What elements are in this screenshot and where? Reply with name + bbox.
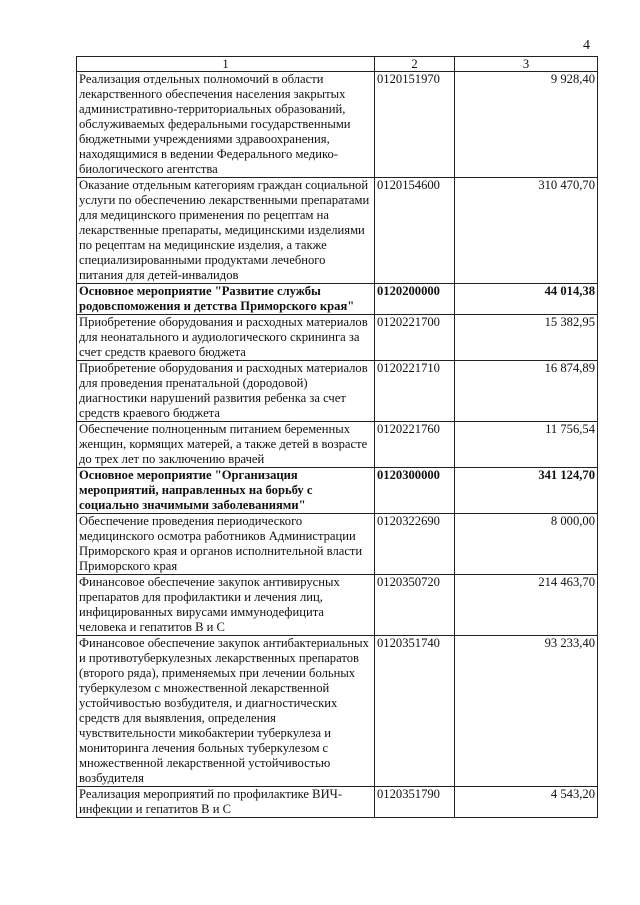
row-code: 0120351740 [375,636,455,787]
table-row-section [77,284,598,315]
row-code: 0120154600 [375,178,455,284]
row-name: Финансовое обеспечение закупок антивирусных препаратов для профилактики и лечения лиц, инфицированных вирусами иммунодефицита человека и гепатитов В и С [77,575,375,636]
table-row [77,787,598,818]
row-name: Реализация мероприятий по профилактике ВИЧ-инфекции и гепатитов В и С [77,787,375,818]
table-row [77,636,598,787]
table-row [77,514,598,575]
budget-table [76,56,598,818]
table-header-row [77,57,598,72]
table-row [77,575,598,636]
row-name: Обеспечение проведения периодического медицинского осмотра работников Администрации Приморского края и органов исполнительной власти Приморского края [77,514,375,575]
table-row-section [77,468,598,514]
row-name: Основное мероприятие "Организация мероприятий, направленных на борьбу с социально значимыми заболеваниями" [77,468,375,514]
column-header-amount: 3 [455,57,598,72]
row-code: 0120351790 [375,787,455,818]
column-header-name: 1 [77,57,375,72]
page-number: 4 [583,38,590,53]
row-amount: 11 756,54 [455,422,598,468]
row-name: Обеспечение полноценным питанием беременных женщин, кормящих матерей, а также детей в возрасте до трех лет по заключению врачей [77,422,375,468]
row-amount: 4 543,20 [455,787,598,818]
table-row [77,315,598,361]
table-row [77,72,598,178]
row-amount: 8 000,00 [455,514,598,575]
row-code: 0120221710 [375,361,455,422]
row-code: 0120322690 [375,514,455,575]
row-amount: 15 382,95 [455,315,598,361]
row-code: 0120151970 [375,72,455,178]
column-header-code: 2 [375,57,455,72]
row-code: 0120200000 [375,284,455,315]
row-name: Приобретение оборудования и расходных материалов для проведения пренатальной (дородовой) диагностики нарушений развития ребенка за счет средств краевого бюджета [77,361,375,422]
row-amount: 341 124,70 [455,468,598,514]
row-name: Приобретение оборудования и расходных материалов для неонатального и аудиологического скрининга за счет средств краевого бюджета [77,315,375,361]
row-code: 0120221700 [375,315,455,361]
table-row [77,422,598,468]
table-row [77,178,598,284]
row-name: Основное мероприятие "Развитие службы родовспоможения и детства Приморского края" [77,284,375,315]
row-name: Реализация отдельных полномочий в области лекарственного обеспечения населения закрытых административно-территориальных образований, обслуживаемых федеральными государственными бюджетными учреждениями здравоохранения, находящимися в ведении Федерального медико-биологического агентства [77,72,375,178]
row-amount: 44 014,38 [455,284,598,315]
row-amount: 16 874,89 [455,361,598,422]
row-code: 0120350720 [375,575,455,636]
row-name: Оказание отдельным категориям граждан социальной услуги по обеспечению лекарственными препаратами для медицинского применения по рецептам на лекарственные препараты, медицинскими изделиями по рецептам на медицинские изделия, а также специализированными продуктами лечебного питания для детей-инвалидов [77,178,375,284]
row-amount: 93 233,40 [455,636,598,787]
table-row [77,361,598,422]
row-code: 0120300000 [375,468,455,514]
row-amount: 310 470,70 [455,178,598,284]
row-code: 0120221760 [375,422,455,468]
row-amount: 214 463,70 [455,575,598,636]
row-amount: 9 928,40 [455,72,598,178]
row-name: Финансовое обеспечение закупок антибактериальных и противотуберкулезных лекарственных препаратов (второго ряда), применяемых при лечении больных туберкулезом с множественной лекарственной устойчивостью возбудителя, и диагностических средств для выявления, определения чувствительности микобактерии туберкулеза и мониторинга лечения больных туберкулезом с множественной лекарственной устойчивостью возбудителя [77,636,375,787]
